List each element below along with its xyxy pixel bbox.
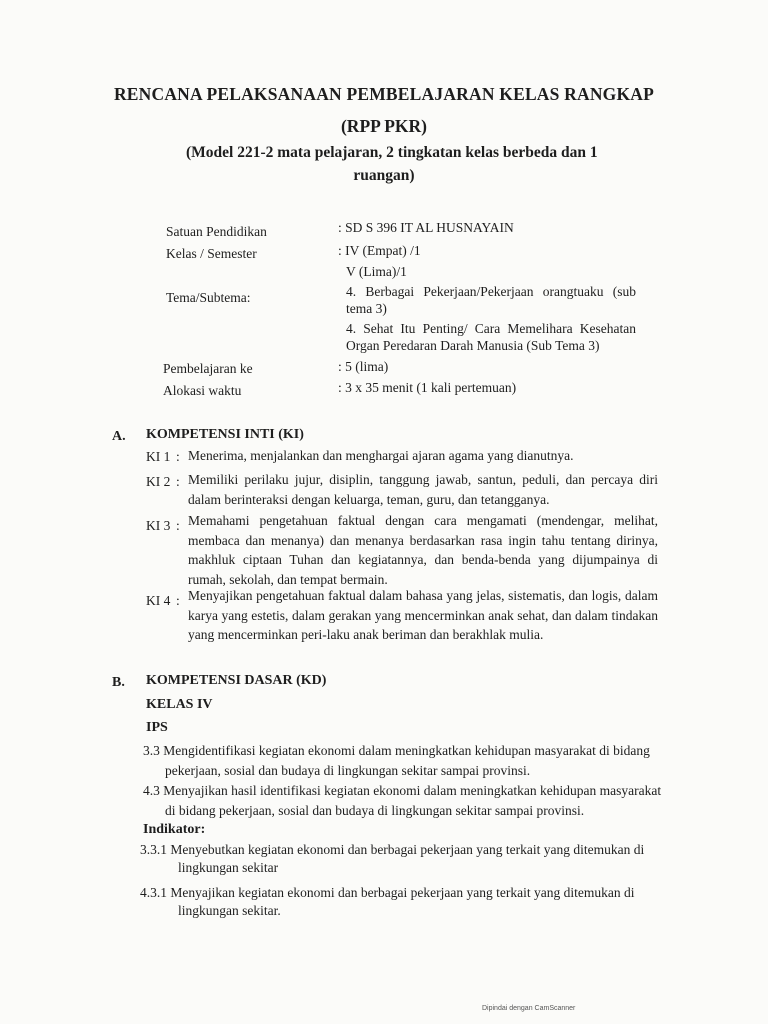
ki-text: Memahami pengetahuan faktual dengan cara mengamati (mendengar, melihat, membaca dan menanya) dan menanya berdasarkan rasa ingin tahu tentang dirinya, makhluk ciptaan Tuhan dan kegiatannya, dan benda-benda yang dijumpainya di rumah, sekolah, dan tempat bermain. <box>188 513 658 587</box>
document-title: RENCANA PELAKSANAAN PEMBELAJARAN KELAS RANGKAP <box>113 84 655 104</box>
kd-item <box>143 741 653 761</box>
kd-number: 4.3 <box>143 783 160 798</box>
ki-colon: : <box>176 518 180 533</box>
indikator-item <box>140 840 650 860</box>
kelas-heading: KELAS IV <box>146 697 213 712</box>
indikator-text: Menyajikan kegiatan ekonomi dan berbagai pekerjaan yang terkait yang ditemukan di <box>170 885 635 900</box>
tema-label: Tema/Subtema: <box>166 290 251 305</box>
indikator-number: 4.3.1 <box>140 885 167 900</box>
ki-code: KI 4 <box>146 593 171 608</box>
indikator-item <box>140 883 650 903</box>
model-description-line1: (Model 221-2 mata pelajaran, 2 tingkatan kelas berbeda dan 1 <box>186 144 598 161</box>
kelas-value-1: : IV (Empat) /1 <box>338 243 421 258</box>
kd-text: Mengidentifikasi kegiatan ekonomi dalam meningkatkan kehidupan masyarakat di bidang <box>163 743 650 758</box>
ki-code: KI 2 <box>146 474 171 489</box>
kelas-value-2: V (Lima)/1 <box>346 264 407 279</box>
tema-value-2: 4. Sehat Itu Penting/ Cara Memelihara Kesehatan Organ Peredaran Darah Manusia (Sub Tema 3) <box>346 321 636 353</box>
ki-text: Memiliki perilaku jujur, disiplin, tanggung jawab, santun, peduli, dan percaya diri dalam berinteraksi dengan keluarga, teman, guru, dan tetangganya. <box>188 472 658 507</box>
kd-text-continued: pekerjaan, sosial dan budaya di lingkungan sekitar sampai provinsi. <box>165 763 531 778</box>
ki-code: KI 3 <box>146 518 171 533</box>
section-a-title: KOMPETENSI INTI (KI) <box>146 427 304 442</box>
indikator-number: 3.3.1 <box>140 842 167 857</box>
ki-colon: : <box>176 474 180 489</box>
document-subtitle: (RPP PKR) <box>340 116 428 136</box>
alokasi-label: Alokasi waktu <box>163 383 242 398</box>
kd-text-continued: di bidang pekerjaan, sosial dan budaya di lingkungan sekitar sampai provinsi. <box>165 803 585 818</box>
section-b-letter: B. <box>112 675 125 690</box>
indikator-text-continued: lingkungan sekitar <box>178 860 279 875</box>
scanner-watermark: Dipindai dengan CamScanner <box>482 1005 576 1012</box>
indikator-text-continued: lingkungan sekitar. <box>178 903 281 918</box>
ki-text: Menyajikan pengetahuan faktual dalam bahasa yang jelas, sistematis, dan logis, dalam karya yang estetis, dalam gerakan yang mencerminkan anak sehat, dan dalam tindakan yang mencerminkan peri-laku anak beriman dan berakhlak mulia. <box>188 588 658 642</box>
pembelajaran-value: : 5 (lima) <box>338 359 389 374</box>
section-b-title: KOMPETENSI DASAR (KD) <box>146 673 327 688</box>
model-description-line2: ruangan) <box>353 167 415 184</box>
satuan-value: : SD S 396 IT AL HUSNAYAIN <box>338 220 514 235</box>
kd-item <box>143 781 662 801</box>
ki-code: KI 1 <box>146 449 171 464</box>
tema-value-1: 4. Berbagai Pekerjaan/Pekerjaan orangtuaku (sub tema 3) <box>346 284 636 316</box>
kd-text: Menyajikan hasil identifikasi kegiatan ekonomi dalam meningkatkan kehidupan masyarakat <box>163 783 662 798</box>
kelas-label: Kelas / Semester <box>166 246 257 261</box>
ki-colon: : <box>176 593 180 608</box>
kd-number: 3.3 <box>143 743 160 758</box>
alokasi-value: : 3 x 35 menit (1 kali pertemuan) <box>338 380 517 395</box>
indikator-text: Menyebutkan kegiatan ekonomi dan berbagai pekerjaan yang terkait yang ditemukan di <box>170 842 645 857</box>
ki-text: Menerima, menjalankan dan menghargai ajaran agama yang dianutnya. <box>188 448 574 463</box>
section-a-letter: A. <box>112 429 126 444</box>
satuan-label: Satuan Pendidikan <box>166 224 267 239</box>
subject-heading: IPS <box>146 720 168 735</box>
pembelajaran-label: Pembelajaran ke <box>163 361 253 376</box>
ki-colon: : <box>176 449 180 464</box>
indikator-heading: Indikator: <box>143 822 206 837</box>
